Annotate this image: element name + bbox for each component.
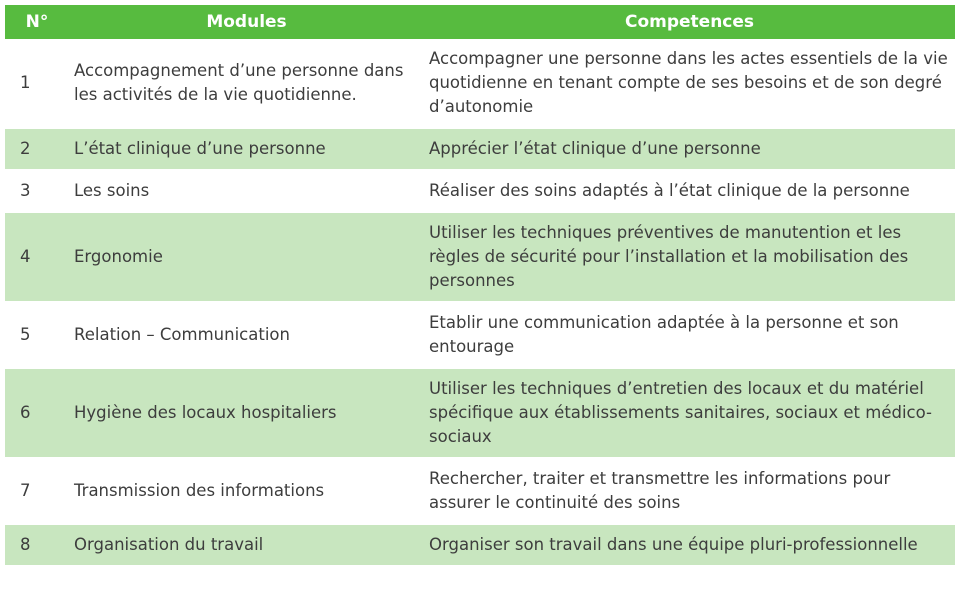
header-competences: Competences (424, 5, 955, 39)
row-module: Les soins (69, 170, 424, 212)
table-row (5, 368, 955, 458)
table-row (5, 458, 955, 524)
row-competence: Accompagner une personne dans les actes essentiels de la vie quotidienne en tenant compte de ses besoins et de son degré d’autonomie (424, 39, 955, 128)
table-row (5, 524, 955, 566)
row-number: 7 (5, 458, 69, 524)
row-module: Accompagnement d’une personne dans les activités de la vie quotidienne. (69, 39, 424, 128)
row-competence: Réaliser des soins adaptés à l’état clinique de la personne (424, 170, 955, 212)
row-module: Relation – Communication (69, 302, 424, 368)
table-row (5, 212, 955, 302)
row-module: Ergonomie (69, 212, 424, 302)
row-competence: Apprécier l’état clinique d’une personne (424, 128, 955, 170)
row-competence: Etablir une communication adaptée à la personne et son entourage (424, 302, 955, 368)
table-row (5, 170, 955, 212)
row-number: 4 (5, 212, 69, 302)
row-number: 3 (5, 170, 69, 212)
header-number: N° (5, 5, 69, 39)
row-competence: Rechercher, traiter et transmettre les informations pour assurer le continuité des soins (424, 458, 955, 524)
row-module: Transmission des informations (69, 458, 424, 524)
table-row (5, 128, 955, 170)
table-row (5, 39, 955, 128)
row-competence: Utiliser les techniques préventives de manutention et les règles de sécurité pour l’installation et la mobilisation des personnes (424, 212, 955, 302)
table-row (5, 302, 955, 368)
modules-table-container (5, 5, 955, 567)
row-competence: Utiliser les techniques d’entretien des locaux et du matériel spécifique aux établissements sanitaires, sociaux et médico-sociaux (424, 368, 955, 458)
header-modules: Modules (69, 5, 424, 39)
row-number: 6 (5, 368, 69, 458)
table-body (5, 39, 955, 566)
row-competence: Organiser son travail dans une équipe pluri-professionnelle (424, 524, 955, 566)
row-module: Hygiène des locaux hospitaliers (69, 368, 424, 458)
header-row (5, 5, 955, 39)
modules-competences-table (5, 5, 955, 567)
row-number: 1 (5, 39, 69, 128)
row-module: Organisation du travail (69, 524, 424, 566)
row-number: 2 (5, 128, 69, 170)
row-number: 8 (5, 524, 69, 566)
row-module: L’état clinique d’une personne (69, 128, 424, 170)
table-header (5, 5, 955, 39)
row-number: 5 (5, 302, 69, 368)
